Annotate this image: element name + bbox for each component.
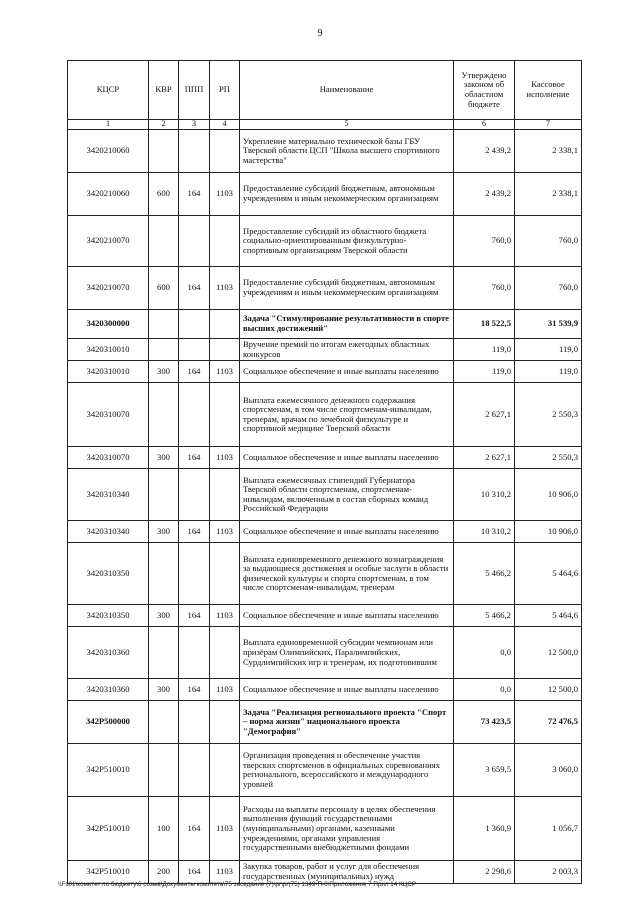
- cell-approved: 5 466,2: [454, 605, 515, 627]
- cell-cash: 10 906,0: [515, 469, 582, 521]
- cell-cash: 72 476,5: [515, 701, 582, 744]
- header-kvr: КВР: [149, 61, 179, 120]
- table-row: [68, 797, 582, 861]
- table-row: [68, 383, 582, 447]
- table-row: [68, 861, 582, 883]
- cell-name: Социальное обеспечение и иные выплаты населению: [240, 605, 454, 627]
- cell-rp: 1103: [210, 861, 240, 883]
- cell-name: Задача "Реализация регионального проекта "Спорт – норма жизни" национального проекта "Демография": [240, 701, 454, 744]
- cell-kcsr: 3420310350: [68, 543, 149, 605]
- cell-kcsr: 3420310360: [68, 627, 149, 679]
- table-row: [68, 521, 582, 543]
- table-row: [68, 130, 582, 173]
- table-row: [68, 310, 582, 339]
- table-row: [68, 543, 582, 605]
- cell-name: Социальное обеспечение и иные выплаты населению: [240, 361, 454, 383]
- cell-cash: 3 060,0: [515, 744, 582, 797]
- cell-kcsr: 342P510010: [68, 797, 149, 861]
- cell-kcsr: 3420310340: [68, 521, 149, 543]
- cell-kvr: [149, 216, 179, 267]
- cell-name: Выплата единовременной субсидии чемпионам или призёрам Олимпийских, Паралимпийских, Сурдлимпийских игр и тренерам, их подготовившим: [240, 627, 454, 679]
- cell-approved: 5 466,2: [454, 543, 515, 605]
- cell-kcsr: 3420210070: [68, 216, 149, 267]
- header-rp: РП: [210, 61, 240, 120]
- header-row: [68, 61, 582, 120]
- cell-ppp: [179, 469, 210, 521]
- cell-name: Предоставление субсидий бюджетным, автономным учреждениям и иным некоммерческим организациям: [240, 267, 454, 310]
- cell-cash: 119,0: [515, 339, 582, 361]
- cell-cash: 1 056,7: [515, 797, 582, 861]
- column-number: 6: [454, 120, 515, 130]
- cell-rp: 1103: [210, 173, 240, 216]
- cell-cash: 119,0: [515, 361, 582, 383]
- cell-ppp: 164: [179, 521, 210, 543]
- header-kcsr: КЦСР: [68, 61, 149, 120]
- cell-approved: 1 360,9: [454, 797, 515, 861]
- cell-kvr: [149, 469, 179, 521]
- cell-approved: 10 310,2: [454, 469, 515, 521]
- cell-kvr: 200: [149, 861, 179, 883]
- table-row: [68, 447, 582, 469]
- cell-rp: [210, 744, 240, 797]
- cell-cash: 2 550,3: [515, 447, 582, 469]
- cell-name: Предоставление субсидий бюджетным, автономным учреждениям и иным некоммерческим организациям: [240, 173, 454, 216]
- cell-ppp: [179, 543, 210, 605]
- cell-cash: 760,0: [515, 267, 582, 310]
- cell-approved: 2 439,2: [454, 173, 515, 216]
- cell-approved: 18 522,5: [454, 310, 515, 339]
- cell-kcsr: 3420300000: [68, 310, 149, 339]
- column-number: 5: [240, 120, 454, 130]
- cell-kcsr: 342P500000: [68, 701, 149, 744]
- cell-ppp: 164: [179, 447, 210, 469]
- cell-kcsr: 3420210060: [68, 173, 149, 216]
- cell-cash: 5 464,6: [515, 605, 582, 627]
- budget-table: [67, 60, 582, 884]
- cell-rp: 1103: [210, 361, 240, 383]
- cell-ppp: 164: [179, 861, 210, 883]
- cell-name: Выплата ежемесячного денежного содержания спортсменам, в том числе спортсменам-инвалидам, тренерам, врачам по лечебной физкультуре и спортивной медицине Тверской области: [240, 383, 454, 447]
- cell-name: Укрепление материально технической базы ГБУ Тверской области ЦСП "Школа высшего спортивного мастерства": [240, 130, 454, 173]
- header-cash: Кассовое исполнение: [515, 61, 582, 120]
- cell-cash: 10 906,0: [515, 521, 582, 543]
- cell-rp: [210, 339, 240, 361]
- cell-kvr: [149, 130, 179, 173]
- cell-cash: 2 550,3: [515, 383, 582, 447]
- cell-kcsr: 342P510010: [68, 744, 149, 797]
- header-ppp: ППП: [179, 61, 210, 120]
- header-approved: Утверждено законом об областном бюджете: [454, 61, 515, 120]
- cell-name: Социальное обеспечение и иные выплаты населению: [240, 447, 454, 469]
- cell-approved: 73 423,5: [454, 701, 515, 744]
- cell-approved: 10 310,2: [454, 521, 515, 543]
- cell-name: Закупка товаров, работ и услуг для обеспечения государственных (муниципальных) нужд: [240, 861, 454, 883]
- cell-ppp: 164: [179, 173, 210, 216]
- cell-rp: 1103: [210, 797, 240, 861]
- cell-name: Вручение премий по итогам ежегодных областных конкурсов: [240, 339, 454, 361]
- cell-kvr: 100: [149, 797, 179, 861]
- table-row: [68, 701, 582, 744]
- cell-name: Организация проведения и обеспечение участия тверских спортсменов в официальных соревнованиях регионального, всероссийского и международного уровней: [240, 744, 454, 797]
- cell-name: Выплата ежемесячных стипендий Губернатора Тверской области спортсменам, спортсменам-инвалидам, включенным в состав сборных команд Российской Федерации: [240, 469, 454, 521]
- cell-kvr: 300: [149, 605, 179, 627]
- cell-kcsr: 3420310070: [68, 383, 149, 447]
- table-row: [68, 339, 582, 361]
- cell-kcsr: 3420310070: [68, 447, 149, 469]
- cell-rp: [210, 216, 240, 267]
- cell-kcsr: 3420310360: [68, 679, 149, 701]
- cell-ppp: [179, 627, 210, 679]
- table-row: [68, 744, 582, 797]
- header-name: Наименование: [240, 61, 454, 120]
- cell-rp: [210, 469, 240, 521]
- cell-kcsr: 342P510010: [68, 861, 149, 883]
- cell-rp: [210, 130, 240, 173]
- cell-ppp: [179, 701, 210, 744]
- column-number: 4: [210, 120, 240, 130]
- cell-rp: 1103: [210, 267, 240, 310]
- cell-kcsr: 3420310350: [68, 605, 149, 627]
- cell-kvr: 300: [149, 447, 179, 469]
- cell-ppp: 164: [179, 679, 210, 701]
- cell-kvr: [149, 627, 179, 679]
- cell-rp: [210, 383, 240, 447]
- cell-approved: 119,0: [454, 361, 515, 383]
- table-row: [68, 605, 582, 627]
- cell-rp: 1103: [210, 521, 240, 543]
- cell-kvr: [149, 310, 179, 339]
- table-row: [68, 469, 582, 521]
- cell-ppp: [179, 339, 210, 361]
- cell-rp: 1103: [210, 447, 240, 469]
- cell-cash: 2 003,3: [515, 861, 582, 883]
- table-row: [68, 267, 582, 310]
- cell-approved: 2 627,1: [454, 383, 515, 447]
- file-path-footer: \\Fs01\комитет по бюджету\6 созыв\Документы комитета\75 заседание (7)\pr\pr(75) 1349-П-6\Приложение 7 Прил 14 КЦСР: [58, 881, 417, 888]
- table-row: [68, 361, 582, 383]
- table-row: [68, 216, 582, 267]
- cell-cash: 2 338,1: [515, 173, 582, 216]
- cell-ppp: [179, 383, 210, 447]
- cell-name: Предоставление субсидий из областного бюджета социально-ориентированным физкультурно-спортивным организациям Тверской области: [240, 216, 454, 267]
- cell-name: Социальное обеспечение и иные выплаты населению: [240, 521, 454, 543]
- cell-cash: 12 500,0: [515, 679, 582, 701]
- cell-kvr: [149, 339, 179, 361]
- cell-approved: 3 659,5: [454, 744, 515, 797]
- cell-name: Задача "Стимулирование результативности в спорте высших достижений": [240, 310, 454, 339]
- cell-kvr: [149, 701, 179, 744]
- table-row: [68, 627, 582, 679]
- cell-approved: 0,0: [454, 627, 515, 679]
- cell-name: Расходы на выплаты персоналу в целях обеспечения выполнения функций государственными (муниципальными) органами, казенными учреждениями, органами управления государственными внебюджетными фондами: [240, 797, 454, 861]
- cell-ppp: [179, 744, 210, 797]
- cell-kvr: 300: [149, 521, 179, 543]
- cell-kcsr: 3420310010: [68, 361, 149, 383]
- column-number: 3: [179, 120, 210, 130]
- cell-kvr: [149, 543, 179, 605]
- cell-ppp: 164: [179, 797, 210, 861]
- cell-approved: 0,0: [454, 679, 515, 701]
- table-row: [68, 679, 582, 701]
- column-number-row: [68, 120, 582, 130]
- cell-cash: 2 338,1: [515, 130, 582, 173]
- cell-rp: [210, 310, 240, 339]
- cell-rp: 1103: [210, 679, 240, 701]
- column-number: 2: [149, 120, 179, 130]
- cell-kvr: 300: [149, 361, 179, 383]
- cell-kvr: 600: [149, 173, 179, 216]
- cell-ppp: 164: [179, 267, 210, 310]
- cell-ppp: [179, 310, 210, 339]
- cell-kvr: 300: [149, 679, 179, 701]
- cell-approved: 760,0: [454, 216, 515, 267]
- cell-kvr: [149, 383, 179, 447]
- cell-name: Выплата единовременного денежного вознаграждения за выдающиеся достижения и особые заслуги в области физической культуры и спорта спортсменам, в том числе спортсменам-инвалидам, тренерам: [240, 543, 454, 605]
- column-number: 1: [68, 120, 149, 130]
- cell-approved: 2 298,6: [454, 861, 515, 883]
- cell-approved: 2 439,2: [454, 130, 515, 173]
- cell-cash: 760,0: [515, 216, 582, 267]
- cell-ppp: 164: [179, 605, 210, 627]
- cell-approved: 2 627,1: [454, 447, 515, 469]
- cell-cash: 12 500,0: [515, 627, 582, 679]
- page-number: 9: [317, 28, 323, 39]
- cell-cash: 5 464,6: [515, 543, 582, 605]
- cell-rp: [210, 701, 240, 744]
- cell-ppp: 164: [179, 361, 210, 383]
- cell-ppp: [179, 216, 210, 267]
- cell-rp: 1103: [210, 605, 240, 627]
- cell-approved: 760,0: [454, 267, 515, 310]
- cell-rp: [210, 627, 240, 679]
- cell-kcsr: 3420210070: [68, 267, 149, 310]
- cell-cash: 31 539,9: [515, 310, 582, 339]
- table-row: [68, 173, 582, 216]
- cell-kcsr: 3420210060: [68, 130, 149, 173]
- cell-rp: [210, 543, 240, 605]
- cell-name: Социальное обеспечение и иные выплаты населению: [240, 679, 454, 701]
- cell-kcsr: 3420310340: [68, 469, 149, 521]
- cell-kvr: 600: [149, 267, 179, 310]
- cell-kcsr: 3420310010: [68, 339, 149, 361]
- cell-approved: 119,0: [454, 339, 515, 361]
- cell-ppp: [179, 130, 210, 173]
- cell-kvr: [149, 744, 179, 797]
- column-number: 7: [515, 120, 582, 130]
